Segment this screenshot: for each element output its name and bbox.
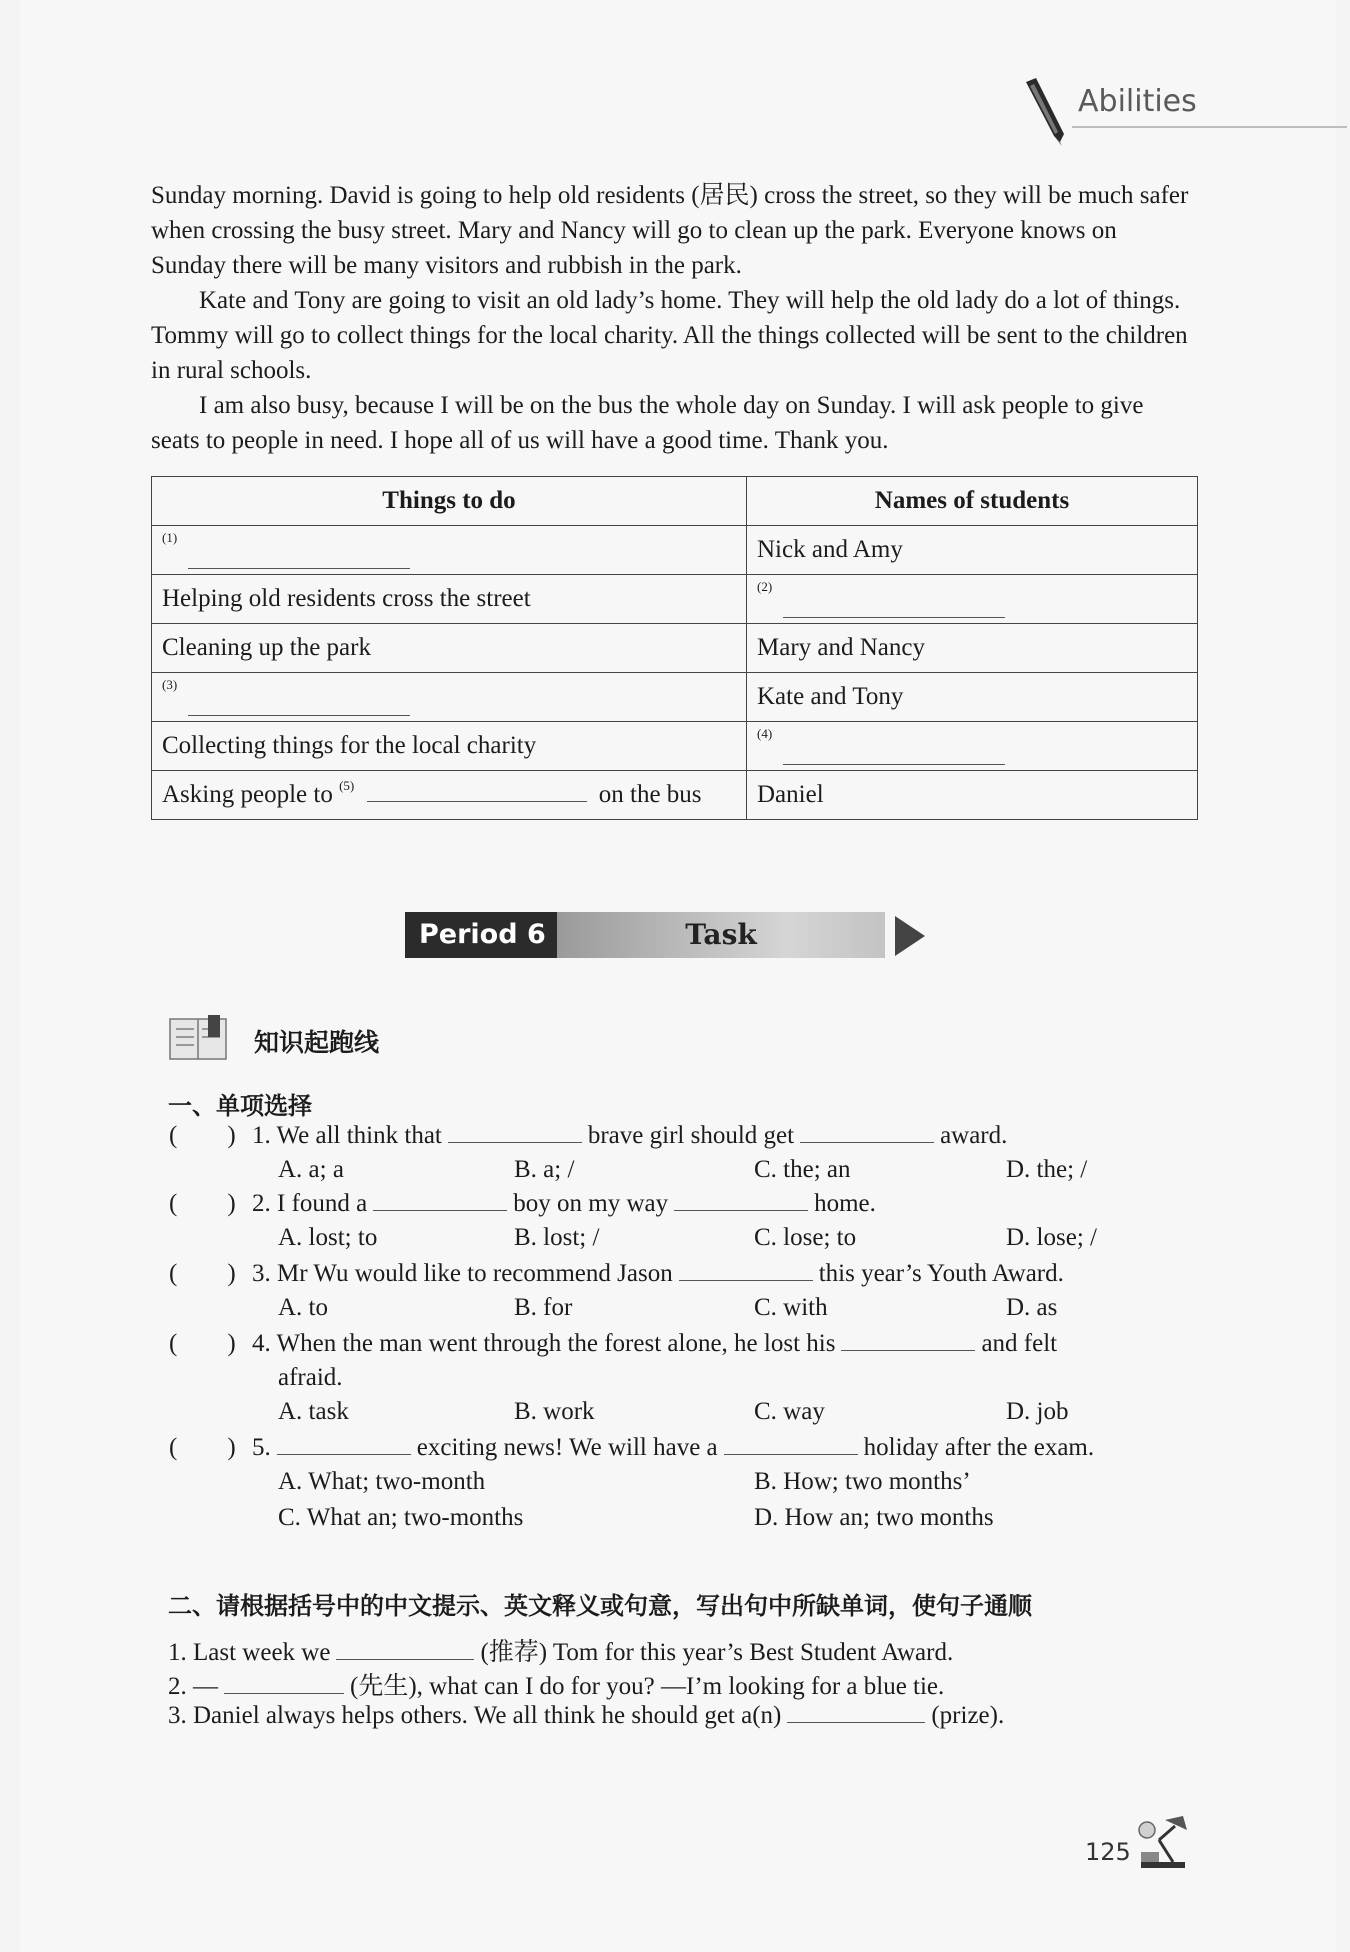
option-c[interactable]: C. lose; to xyxy=(754,1224,857,1251)
question-text: boy on my way xyxy=(513,1190,669,1217)
item-text: 1. Last week we xyxy=(168,1639,331,1666)
answer-blank[interactable] xyxy=(724,1434,858,1455)
question-text: 5. xyxy=(252,1434,271,1461)
blank-number: (4) xyxy=(757,726,773,741)
option-a[interactable]: A. to xyxy=(278,1294,328,1321)
fill-item-3 xyxy=(168,1702,1004,1730)
answer-blank[interactable] xyxy=(841,1330,975,1351)
reading-passage xyxy=(151,178,1191,458)
question-text: holiday after the exam. xyxy=(863,1434,1095,1461)
answer-blank[interactable] xyxy=(367,781,587,802)
passage-paragraph-1: Sunday morning. David is going to help old residents (居民) cross the street, so they will be much safer when crossing the busy street. Mary and Nancy will go to clean up the park. Everyone knows on Sunday there will be many visitors and rubbish in the park. xyxy=(151,182,1189,279)
table-row xyxy=(152,526,1198,575)
table-cell: Kate and Tony xyxy=(747,673,1198,722)
book-icon xyxy=(168,1013,232,1065)
pen-icon xyxy=(1020,76,1070,146)
arrow-right-icon xyxy=(895,916,925,956)
question-text: this year’s Youth Award. xyxy=(818,1260,1064,1287)
table-row xyxy=(152,722,1198,771)
answer-blank[interactable] xyxy=(373,1190,507,1211)
page-number: 125 xyxy=(1085,1838,1131,1866)
period-banner xyxy=(405,910,945,960)
question-text: and felt xyxy=(981,1330,1058,1357)
cell-text: on the bus xyxy=(598,781,702,808)
answer-blank[interactable] xyxy=(336,1639,474,1660)
answer-paren[interactable]: ( ) xyxy=(169,1434,236,1461)
section-title: 知识起跑线 xyxy=(254,1028,380,1057)
table-header-row xyxy=(152,477,1198,526)
page-header xyxy=(1010,74,1350,140)
question-text: home. xyxy=(814,1190,876,1217)
answer-blank[interactable] xyxy=(674,1190,808,1211)
table-cell: Daniel xyxy=(747,771,1198,820)
question-text: 3. Mr Wu would like to recommend Jason xyxy=(252,1260,673,1287)
option-b[interactable]: B. How; two months’ xyxy=(754,1468,971,1495)
item-text: (推荐) Tom for this year’s Best Student Award. xyxy=(480,1639,954,1666)
option-d[interactable]: D. as xyxy=(1006,1294,1058,1321)
table-cell: Mary and Nancy xyxy=(747,624,1198,673)
cell-text: Asking people to xyxy=(162,781,333,808)
header-title: Abilities xyxy=(1078,84,1197,119)
item-text: 3. Daniel always helps others. We all think he should get a(n) xyxy=(168,1702,782,1729)
answer-blank[interactable] xyxy=(787,1702,925,1723)
blank-cell-1[interactable] xyxy=(162,526,736,574)
header-rule xyxy=(1072,126,1347,128)
table-row xyxy=(152,673,1198,722)
option-a[interactable]: A. task xyxy=(278,1398,349,1425)
answer-blank[interactable] xyxy=(679,1260,813,1281)
blank-cell-2[interactable] xyxy=(757,575,1187,623)
table-row xyxy=(152,624,1198,673)
option-d[interactable]: D. lose; / xyxy=(1006,1224,1097,1251)
fill-item-1 xyxy=(168,1632,953,1668)
blank-number: (5) xyxy=(339,778,355,793)
question-text: brave girl should get xyxy=(587,1122,795,1149)
option-d[interactable]: D. How an; two months xyxy=(754,1504,994,1531)
tasks-table xyxy=(151,476,1198,820)
option-a[interactable]: A. What; two-month xyxy=(278,1468,486,1495)
col-header-names: Names of students xyxy=(747,477,1198,526)
blank-number: (2) xyxy=(757,579,773,594)
answer-blank[interactable] xyxy=(783,744,1005,765)
blank-cell-3[interactable] xyxy=(162,673,736,721)
option-b[interactable]: B. a; / xyxy=(514,1156,575,1183)
table-cell: Collecting things for the local charity xyxy=(152,722,747,771)
answer-paren[interactable]: ( ) xyxy=(169,1122,236,1149)
question-text: 2. I found a xyxy=(252,1190,368,1217)
passage-paragraph-3: I am also busy, because I will be on the bus the whole day on Sunday. I will ask people to give seats to people in need. I hope all of us will have a good time. Thank you. xyxy=(151,392,1144,454)
table-row xyxy=(152,771,1198,820)
option-c[interactable]: C. What an; two-months xyxy=(278,1504,524,1531)
answer-paren[interactable]: ( ) xyxy=(169,1260,236,1287)
option-d[interactable]: D. job xyxy=(1006,1398,1069,1425)
option-b[interactable]: B. for xyxy=(514,1294,573,1321)
option-b[interactable]: B. work xyxy=(514,1398,595,1425)
item-text: (prize). xyxy=(931,1702,1005,1729)
table-row xyxy=(152,575,1198,624)
page xyxy=(20,0,1336,1952)
period-title: Task xyxy=(557,912,885,958)
answer-blank[interactable] xyxy=(783,597,1005,618)
table-cell-blank-5 xyxy=(152,771,747,820)
blank-number: (1) xyxy=(162,530,178,545)
part1-title: 一、单项选择 xyxy=(168,1092,312,1120)
question-text: exciting news! We will have a xyxy=(416,1434,718,1461)
desk-lamp-icon xyxy=(1135,1812,1195,1870)
fill-item-2 xyxy=(168,1666,944,1702)
passage-paragraph-2: Kate and Tony are going to visit an old lady’s home. They will help the old lady do a lot of things. Tommy will go to collect things for the local charity. All the things collected will be sent to the children in rural schools. xyxy=(151,287,1188,384)
option-b[interactable]: B. lost; / xyxy=(514,1224,600,1251)
question-text: award. xyxy=(940,1122,1008,1149)
table-cell: Cleaning up the park xyxy=(152,624,747,673)
col-header-things: Things to do xyxy=(152,477,747,526)
item-text: (先生), what can I do for you? —I’m looking for a blue tie. xyxy=(350,1673,945,1700)
option-d[interactable]: D. the; / xyxy=(1006,1156,1088,1183)
answer-blank[interactable] xyxy=(448,1122,582,1143)
option-a[interactable]: A. a; a xyxy=(278,1156,344,1183)
option-c[interactable]: C. with xyxy=(754,1294,828,1321)
table-cell: Nick and Amy xyxy=(747,526,1198,575)
table-cell: Helping old residents cross the street xyxy=(152,575,747,624)
item-text: 2. — xyxy=(168,1673,218,1700)
answer-blank[interactable] xyxy=(800,1122,934,1143)
option-c[interactable]: C. the; an xyxy=(754,1156,851,1183)
answer-paren[interactable]: ( ) xyxy=(169,1190,236,1217)
part2-title: 二、请根据括号中的中文提示、英文释义或句意，写出句中所缺单词，使句子通顺 xyxy=(168,1592,1032,1620)
option-c[interactable]: C. way xyxy=(754,1398,825,1425)
period-label: Period 6 xyxy=(405,912,557,958)
question-text: afraid. xyxy=(278,1364,343,1391)
question-text: 4. When the man went through the forest alone, he lost his xyxy=(252,1330,836,1357)
blank-cell-4[interactable] xyxy=(757,722,1187,770)
answer-blank[interactable] xyxy=(188,548,410,569)
answer-blank[interactable] xyxy=(188,695,410,716)
answer-blank[interactable] xyxy=(277,1434,411,1455)
answer-paren[interactable]: ( ) xyxy=(169,1330,236,1357)
blank-number: (3) xyxy=(162,677,178,692)
answer-blank[interactable] xyxy=(224,1673,344,1694)
option-a[interactable]: A. lost; to xyxy=(278,1224,378,1251)
question-text: 1. We all think that xyxy=(252,1122,442,1149)
